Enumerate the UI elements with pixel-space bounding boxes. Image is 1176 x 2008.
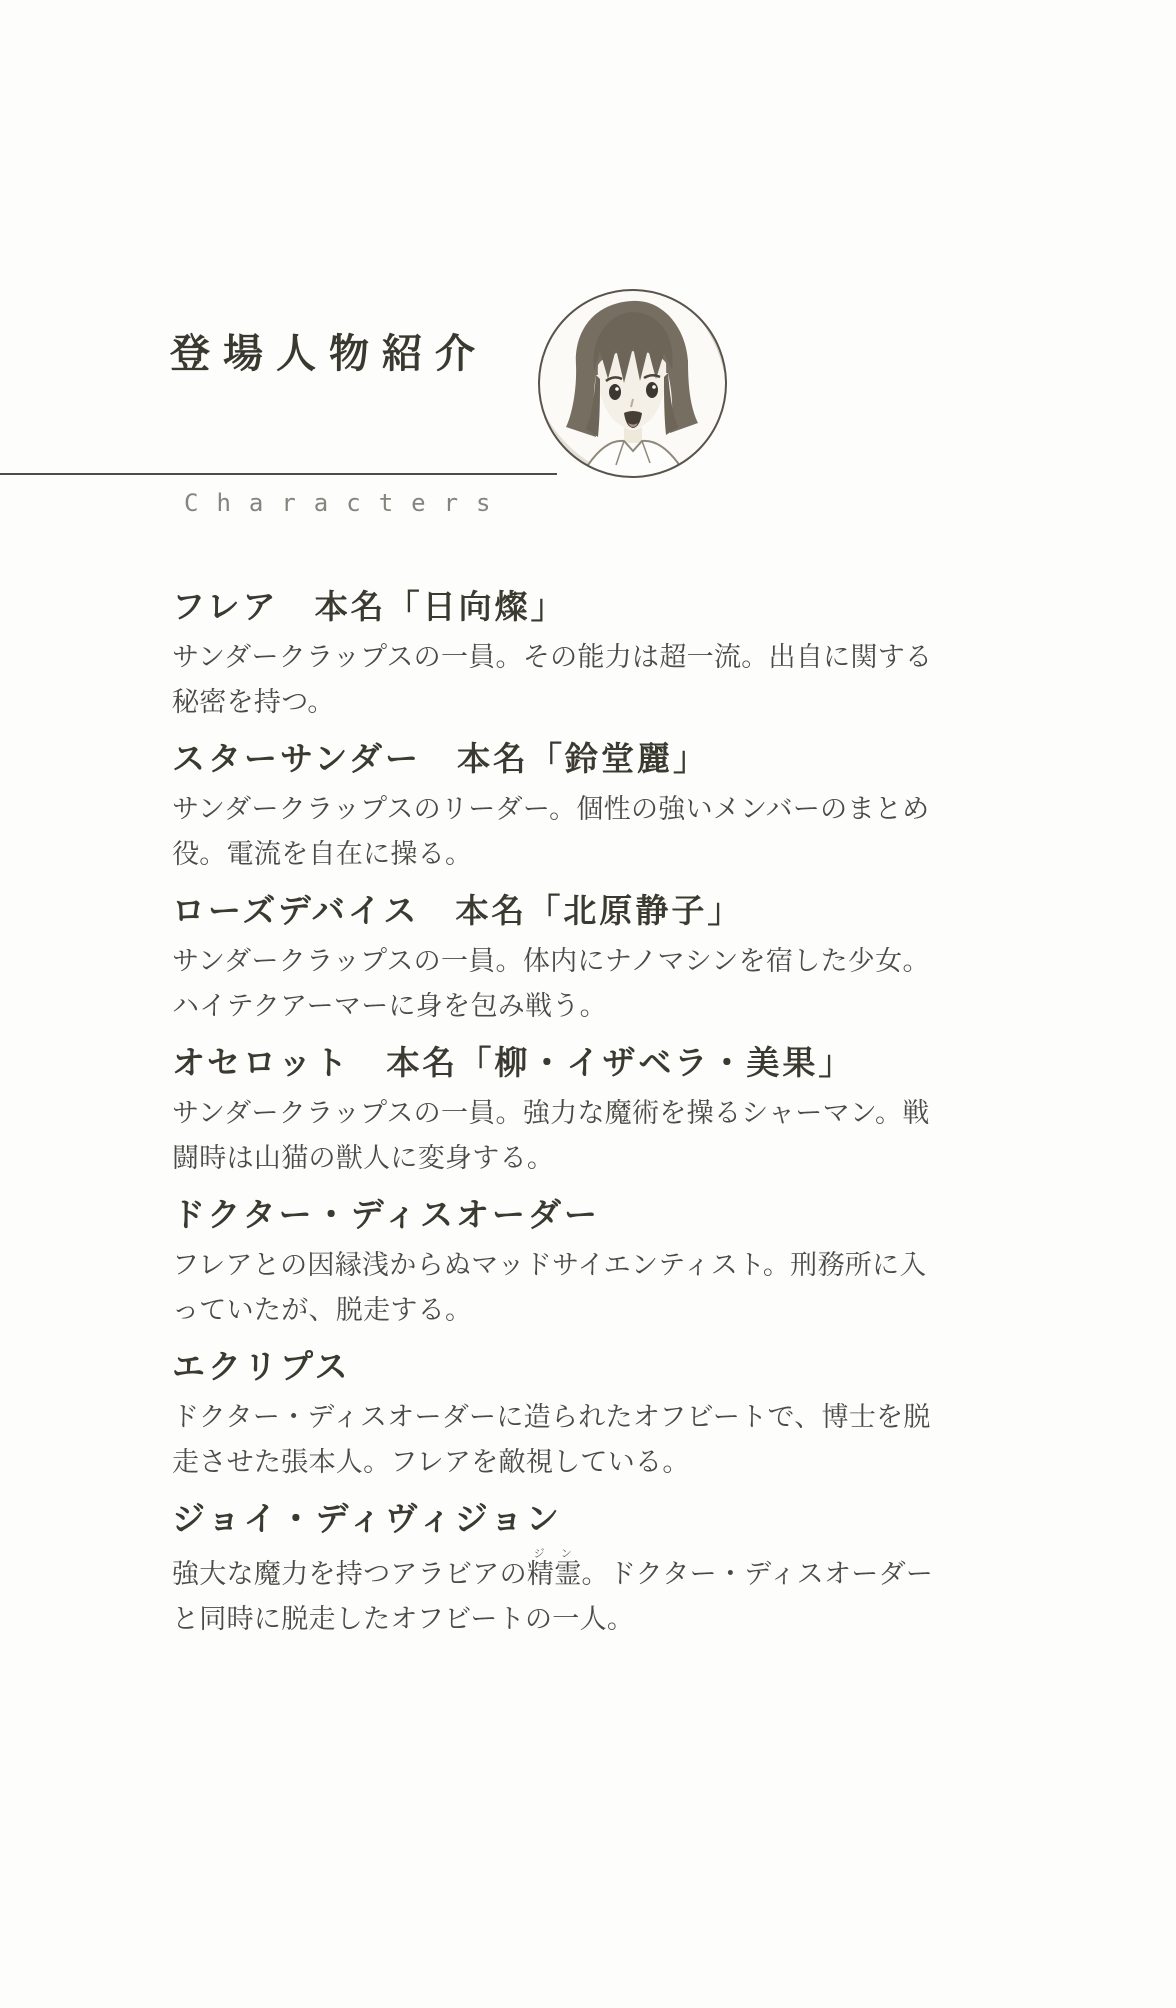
character-description-line: ドクター・ディスオーダーに造られたオフビートで、博士を脱: [172, 1402, 931, 1433]
character-name: オセロット 本名「柳・イザベラ・美果」: [172, 1043, 855, 1082]
character-description-line: サンダークラップスの一員。強力な魔術を操るシャーマン。戦: [172, 1098, 930, 1129]
character-description-line: 秘密を持つ。: [172, 687, 335, 718]
character-name: ローズデバイス 本名「北原静子」: [172, 891, 744, 930]
character-entry: [172, 1042, 937, 1181]
character-entry: [172, 738, 937, 877]
character-description-line: と同時に脱走したオフビートの一人。: [172, 1604, 635, 1635]
character-list: [172, 586, 937, 1655]
character-entry: [172, 1498, 937, 1642]
character-description-line: 闘時は山猫の獣人に変身する。: [172, 1143, 555, 1174]
page-title: 登場人物紹介: [170, 330, 488, 377]
description-text: 強大な魔力を持つアラビアの: [172, 1559, 527, 1590]
character-portrait-icon: [536, 287, 729, 480]
character-description-line: 役。電流を自在に操る。: [172, 839, 473, 870]
character-entry: [172, 586, 937, 725]
character-entry: [172, 890, 937, 1029]
character-entry: [172, 1346, 937, 1485]
description-text: 。ドクター・ディスオーダー: [581, 1559, 934, 1590]
furigana-ruby: [526, 1547, 582, 1590]
character-description-line: サンダークラップスの一員。その能力は超一流。出自に関する: [172, 642, 933, 673]
character-entry: [172, 1194, 937, 1333]
character-description-line: 走させた張本人。フレアを敵視している。: [172, 1447, 690, 1478]
character-name: エクリプス: [172, 1347, 351, 1386]
character-name: スターサンダー 本名「鈴堂麗」: [172, 739, 710, 778]
ruby-base-text: 精霊: [526, 1559, 582, 1590]
character-description-line: ハイテクアーマーに身を包み戦う。: [172, 991, 607, 1022]
character-description-line: サンダークラップスのリーダー。個性の強いメンバーのまとめ: [172, 794, 930, 825]
character-name: フレア 本名「日向燦」: [172, 587, 567, 626]
character-description-line: サンダークラップスの一員。体内にナノマシンを宿した少女。: [172, 946, 930, 977]
character-name: ジョイ・ディヴィジョン: [172, 1499, 563, 1538]
character-description-line: [172, 1547, 937, 1597]
ruby-furigana-text: ジン: [526, 1547, 582, 1560]
character-name: ドクター・ディスオーダー: [172, 1195, 601, 1234]
character-description-line: っていたが、脱走する。: [172, 1295, 473, 1326]
character-description-line: フレアとの因縁浅からぬマッドサイエンティスト。刑務所に入: [172, 1250, 927, 1281]
page-subtitle: Characters: [184, 489, 509, 517]
header-divider: [0, 473, 557, 475]
